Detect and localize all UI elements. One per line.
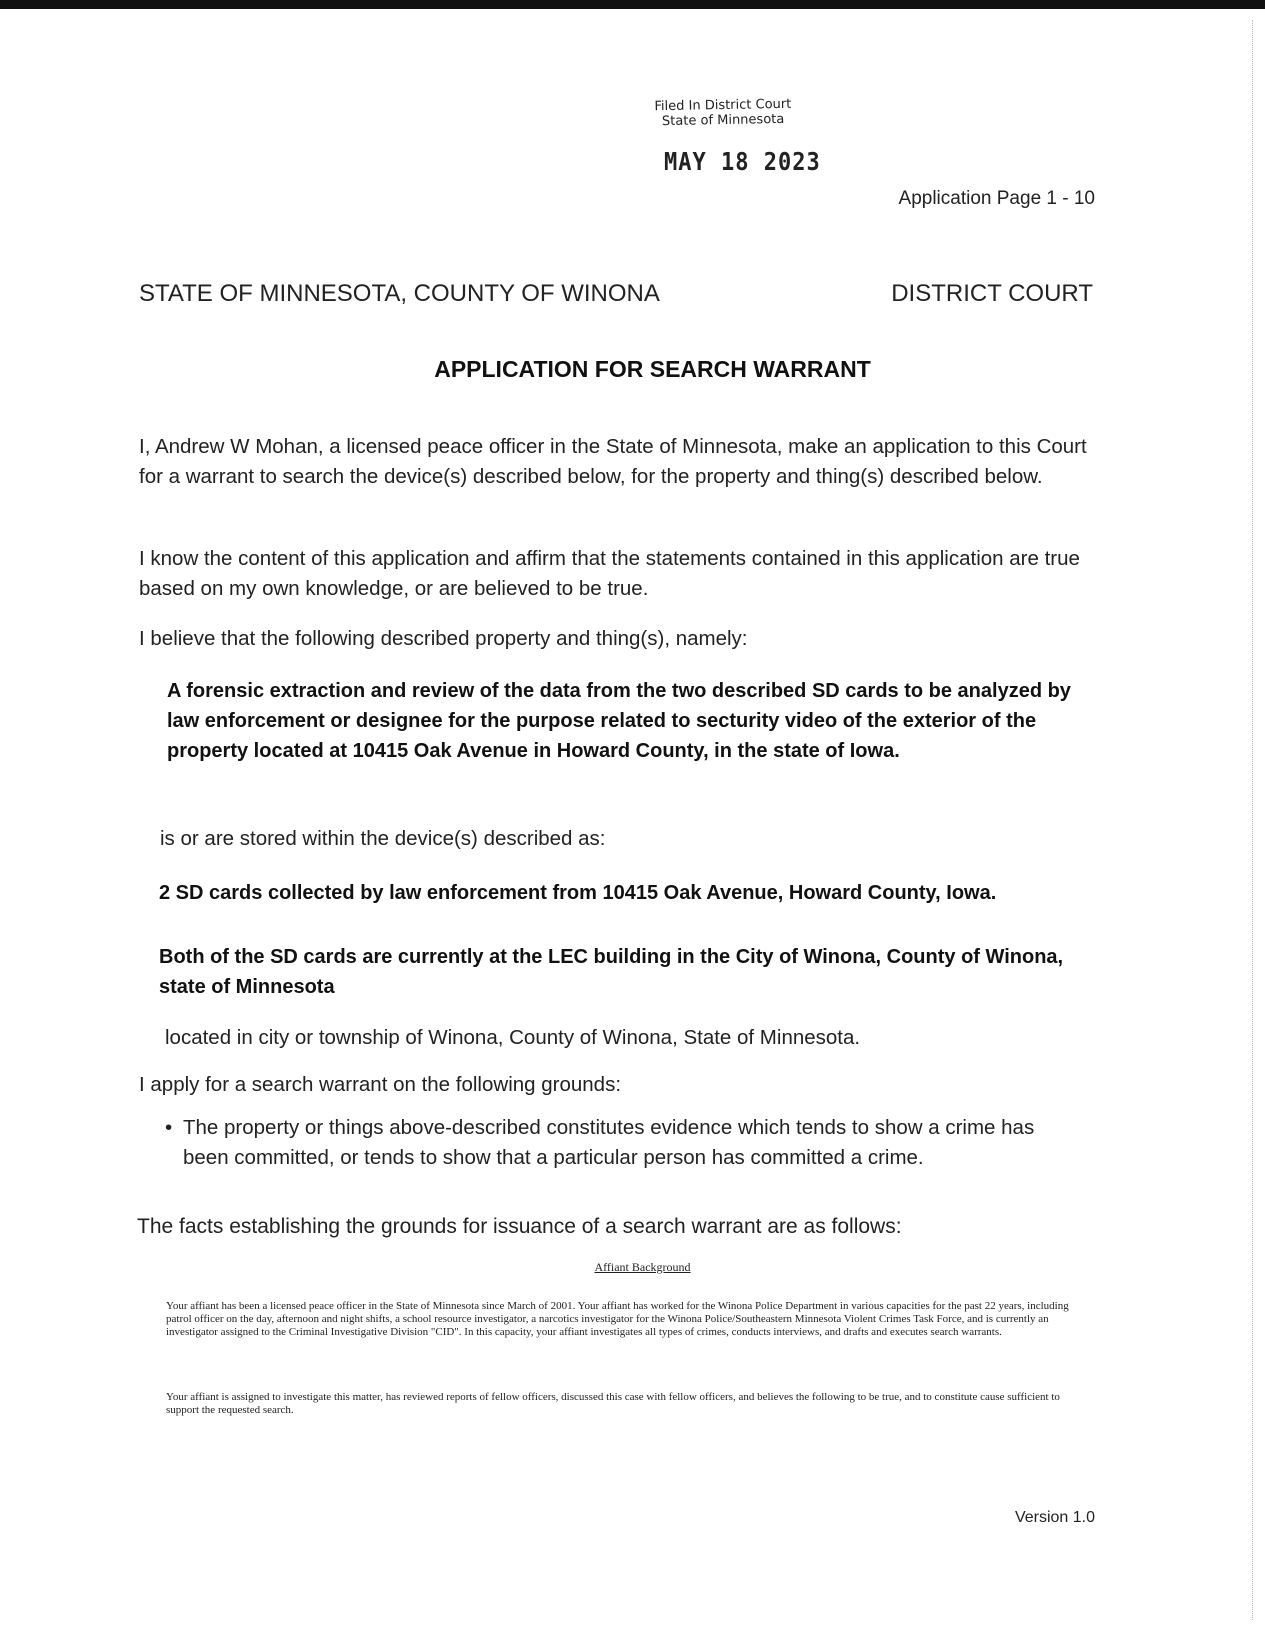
affiant-assignment: Your affiant is assigned to investigate this matter, has reviewed reports of fellow officers, discussed this case with fellow officers, and believes the following to be true, and to constitute cause sufficient to support the requested search. [166,1391,1060,1416]
caption-jurisdiction: STATE OF MINNESOTA, COUNTY OF WINONA [139,280,660,307]
grounds-list-item [165,1113,1085,1173]
affirmation-paragraph: I know the content of this application and affirm that the statements contained in this application are true based on my own knowledge, or are believed to be true. [139,547,1080,600]
caption-court: DISTRICT COURT [891,280,1093,307]
version-label: Version 1.0 [1014,1509,1095,1526]
stamp-line-1: Filed In District Court [654,96,792,115]
intro-paragraph: I, Andrew W Mohan, a licensed peace officer in the State of Minnesota, make an application to this Court for a warrant to search the device(s) described below, for the property and thing(s) described below. [139,435,1087,488]
page-label: Application Page 1 - 10 [898,188,1095,209]
stamp-line-2: State of Minnesota [661,111,785,130]
stored-within-text: is or are stored within the device(s) described as: [160,827,606,850]
property-intro: I believe that the following described property and thing(s), namely: [139,627,748,650]
scan-top-edge [0,0,1265,9]
stamp-date: MAY 18 2023 [664,148,821,177]
scan-right-edge [1251,20,1253,1620]
affiant-heading: Affiant Background [594,1260,691,1274]
affiant-background: Your affiant has been a licensed peace officer in the State of Minnesota since March of 2001. Your affiant has worked for the Winona Police Department in various capacities for the past 22 years, including patrol officer on the day, afternoon and night shifts, a school resource investigator, a narcotics investigator for the Winona Police/Southeastern Minnesota Violent Crimes Task Force, and is currently an investigator assigned to the Criminal Investigative Division "CID". In this capacity, your affiant investigates all types of crimes, conducts interviews, and drafts and executes search warrants. [166,1300,1069,1338]
bullet-icon: • [165,1116,173,1139]
apply-grounds-text: I apply for a search warrant on the following grounds: [139,1073,622,1096]
located-in-text: located in city or township of Winona, County of Winona, State of Minnesota. [165,1026,861,1049]
property-description: A forensic extraction and review of the data from the two described SD cards to be analyzed by law enforcement or designee for the purpose related to secturity video of the exterior of the property located at 10415 Oak Avenue in Howard County, in the state of Iowa. [167,680,1071,762]
device-location: Both of the SD cards are currently at the LEC building in the City of Winona, County of Winona, state of Minnesota [159,946,1064,998]
ground-text: The property or things above-described constitutes evidence which tends to show a crime has been committed, or tends to show that a particular person has committed a crime. [183,1116,1035,1169]
facts-intro: The facts establishing the grounds for issuance of a search warrant are as follows: [137,1215,902,1238]
page-title: APPLICATION FOR SEARCH WARRANT [434,356,871,382]
device-description: 2 SD cards collected by law enforcement from 10415 Oak Avenue, Howard County, Iowa. [159,882,997,904]
court-filing-stamp [648,97,799,130]
